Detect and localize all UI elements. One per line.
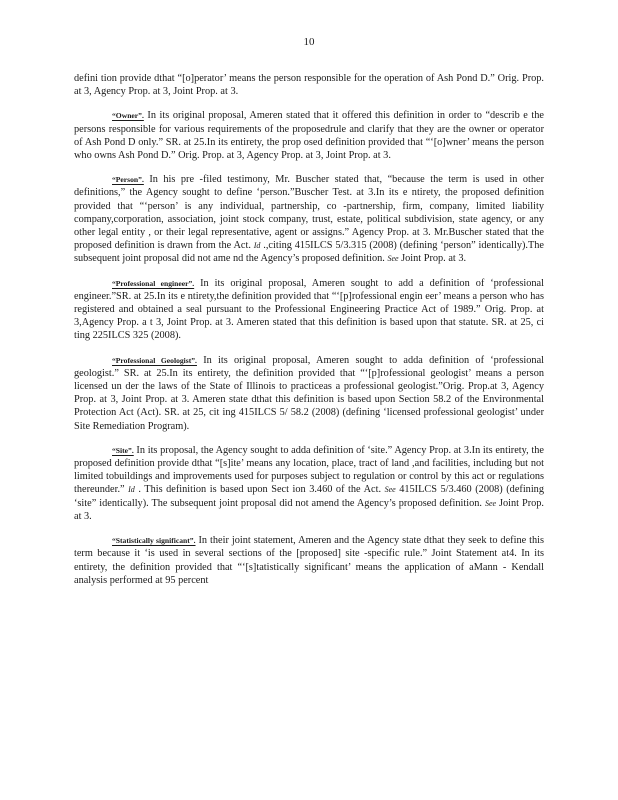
paragraph-text: .,citing 415ILCS 5/3.315 (2008) (defining ‘person” identically).The subsequent joint proposal did not ame nd the Agency’s proposed definition. (74, 240, 544, 265)
paragraph-text: In its original proposal, Ameren stated that it offered this definition in order to “describ e the persons responsible for various requirements of the proposedrule and clarify that they are the owner or operator of Ash Pond D only.” SR. at 25.In its entirety, the prop osed definition provided that “‘[o]wner’ means the person who owns Ash Pond D.” Orig. Prop. at 3, Agency Prop. at 3, Joint Prop. at 3. (74, 110, 544, 162)
paragraph-professional-engineer (74, 277, 544, 343)
defined-term: “Professional Geologist”. (112, 355, 197, 365)
paragraph-owner (74, 109, 544, 162)
paragraph-text: In its proposal, the Agency sought to adda definition of ‘site.” Agency Prop. at 3.In its entirety, the proposed definition provide dthat “[s]ite’ means any location, place, tract of land ,and facilities, including but not limited tobuildings and improvements used for purposes subject to regulation or control by this act or regulations thereunder.” (74, 444, 544, 496)
citation-signal: See (484, 498, 497, 508)
page-number: 10 (303, 36, 315, 48)
paragraph-text: In its original proposal, Ameren sought to add a definition of ‘professional engineer.”SR. at 25.In its e ntirety,the definition provided that “‘[p]rofessional engin eer’ means a person who has registered and obtained a seal pursuant to the Professional Engineering Practice Act of 1989.” Orig. Prop. at 3,Agency Prop. a t 3, Joint Prop. at 3. Ameren stated that this definition is based upon that statute. SR. at 25, ci ting 225ILCS 325 (2008). (74, 277, 544, 342)
citation-signal: See (384, 485, 396, 495)
paragraph-text: Joint Prop. at 3. (398, 253, 467, 265)
paragraph-text: 415ILCS 5/3.460 (2008) (defining ‘site” identically). The subsequent joint proposal did not amend the Agency’s proposed definition. (74, 484, 544, 509)
document-body (74, 72, 544, 598)
paragraph-text: In their joint statement, Ameren and the Agency state dthat they seek to define this term because it ‘is used in several sections of the [proposed] site -specific rule.” Joint Statement at4. In its entirety, the definition provided that “‘[s]tatistically significant’ means the application of aMann - Kendall analysis performed at 95 percent (74, 535, 545, 586)
paragraph-text: . This definition is based upon Sect ion 3.460 of the Act. (134, 484, 385, 496)
paragraph-professional-geologist (74, 354, 544, 433)
citation-signal: Id (253, 241, 261, 251)
paragraph-text: Joint Prop. at 3. (74, 497, 544, 522)
paragraph-site (74, 444, 544, 523)
defined-term: “Statistically significant”. (112, 536, 196, 546)
paragraph-text: In its original proposal, Ameren sought to adda definition of ‘professional geologist.” SR. at 25.In its entirety, the definition provided that “‘[p]rofessional geologist’ means a person licensed un der the laws of the State of Illinois to practiceas a professional geologist.”Orig. Prop.at 3, Agency Prop. at 3, Joint Prop. at 3. Ameren state dthat this definition is based upon Section 58.2 of the Environmental Protection Act (Act). SR. at 25, cit ing 415ILCS 5/ 58.2 (2008) (defining ‘licensed professional geologist’ under Site Remediation Program). (74, 354, 545, 432)
defined-term: “Professional engineer”. (112, 278, 195, 288)
paragraph-operator-continued (74, 72, 544, 98)
paragraph-text: In his pre -filed testimony, Mr. Buscher stated that, “because the term is used in other definitions,” the Agency sought to define ‘person.”Buscher Test. at 3.In its e ntirety, the proposed definition provided that “‘person’ is any individual, partnership, co -partnership, firm, company, limited liability company,corporation, association, joint stock company, trust, estate, political subdivision, state agency, or any other legal entity , or their legal representative, agent or assigns.” Agency Prop. at 3. Mr.Buscher stated that the proposed definition is drawn from the Act. (74, 174, 544, 252)
paragraph-text: defini tion provide dthat “[o]perator’ means the person responsible for the operation of Ash Pond D.” Orig. Prop. at 3, Agency Prop. at 3, Joint Prop. at 3. (74, 73, 544, 98)
defined-term: “Site”. (112, 445, 134, 455)
defined-term: “Owner”. (112, 111, 144, 121)
paragraph-person (74, 173, 544, 265)
citation-signal: See (387, 254, 399, 264)
defined-term: “Person”. (112, 175, 144, 185)
citation-signal: Id (128, 485, 135, 495)
paragraph-statistically-significant (74, 534, 544, 587)
